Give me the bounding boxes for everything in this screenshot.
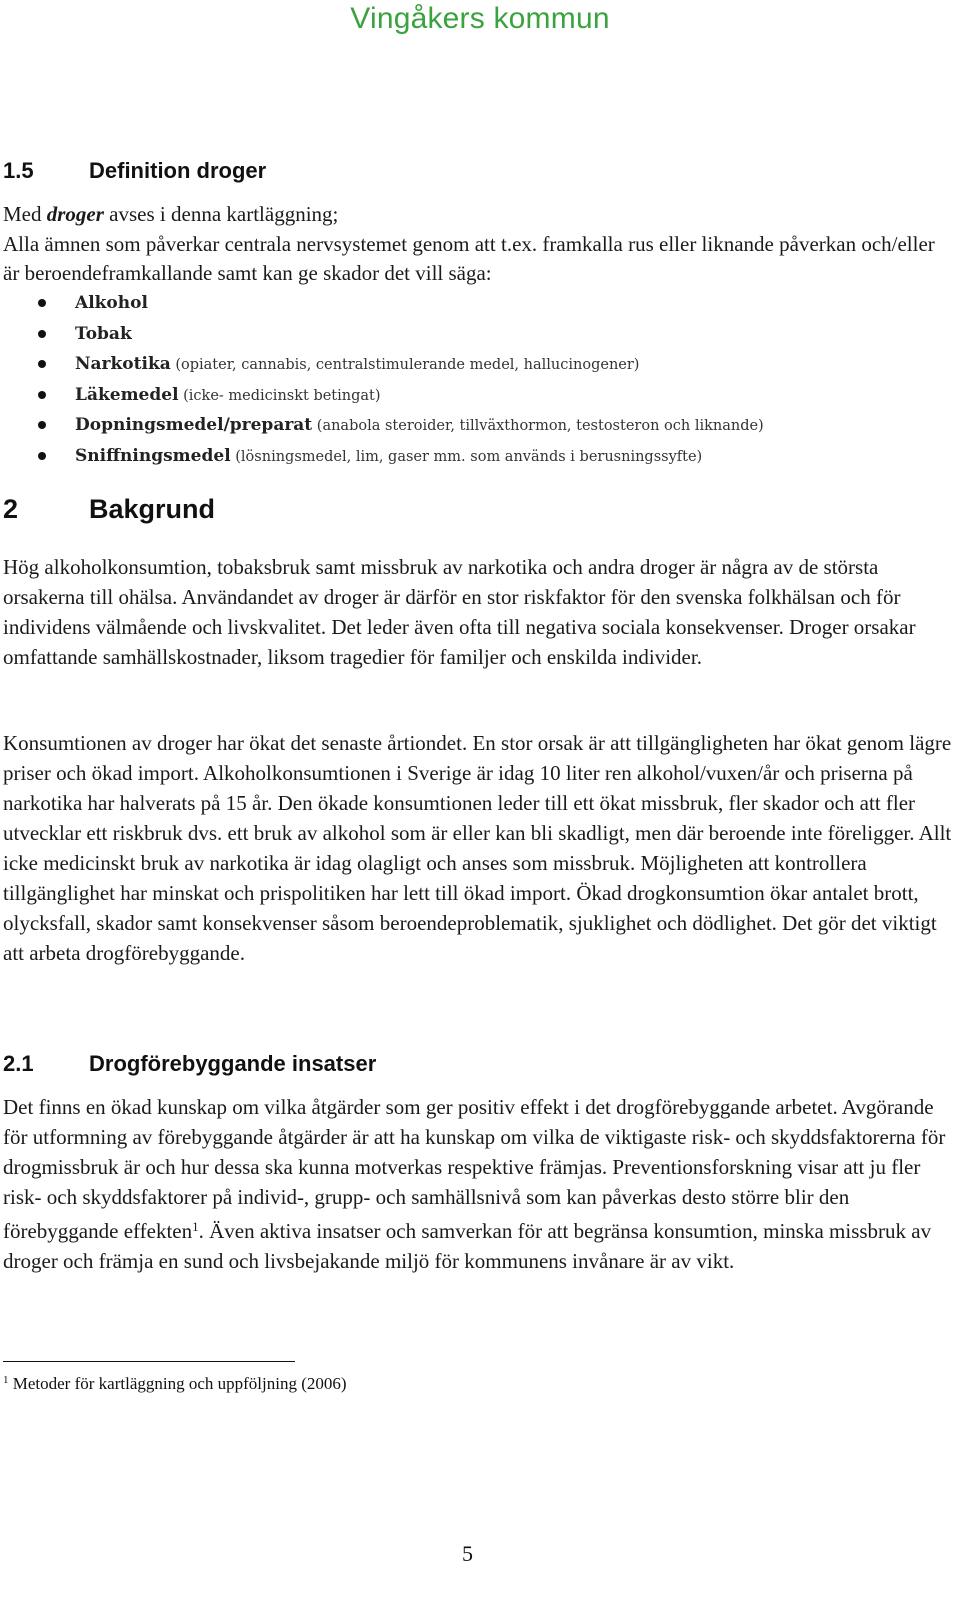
list-item-term: Narkotika [75, 354, 171, 374]
intro-after: avses i denna kartläggning; [103, 202, 339, 226]
section-title: Definition droger [89, 158, 267, 183]
section-heading-2 [3, 494, 215, 525]
bakgrund-paragraph-2: Konsumtionen av droger har ökat det senaste årtiondet. En stor orsak är att tillgängligheten har ökat genom lägre priser och ökad import. Alkoholkonsumtionen i Sverige är idag 10 liter ren alkohol/vuxen/år och priserna på narkotika har halverats på 15 år. Den ökade konsumtionen leder till ett ökat missbruk, fler skador och att fler utvecklar ett riskbruk dvs. ett bruk av alkohol som är eller kan bli skadligt, men där beroende inte föreligger. Allt icke medicinskt bruk av narkotika är idag olagligt och anses som missbruk. Möjligheten att kontrollera tillgänglighet har minskat och prispolitiken har lett till ökad import. Ökad drogkonsumtion ökar antalet brott, olycksfall, skador samt konsekvenser såsom beroendeproblematik, sjuklighet och dödlighet. Det gör det viktigt att arbeta drogförebyggande. [3, 731, 952, 965]
list-item-term: Tobak [75, 323, 132, 344]
bullet-icon [38, 360, 46, 368]
section-number: 2 [3, 494, 19, 524]
bullet-icon [38, 391, 46, 399]
section-heading-2-1 [3, 1051, 376, 1077]
page-number: 5 [462, 1541, 473, 1566]
insatser-paragraph [3, 1092, 953, 1276]
definition-line-1 [3, 200, 953, 230]
list-item [0, 349, 950, 380]
section-title: Bakgrund [89, 494, 216, 524]
list-item-desc: (lösningsmedel, lim, gaser mm. som används i berusningssyfte) [230, 448, 703, 465]
bullet-icon [38, 299, 46, 307]
footnote-text: Metoder för kartläggning och uppföljning (2006) [8, 1374, 347, 1393]
section-number: 2.1 [3, 1051, 34, 1076]
footnote-marker: 1 [3, 1374, 9, 1386]
footnote-divider [3, 1361, 295, 1362]
list-item [0, 319, 950, 350]
intro-before: Med [3, 202, 47, 226]
insatser-text-continued: . Även aktiva insatser och samverkan för att begränsa konsumtion, minska missbruk av droger och främja en sund och livsbejakande miljö för kommunens invånare är av vikt. [3, 1219, 932, 1273]
list-item-term: Alkohol [75, 293, 148, 313]
list-item [0, 380, 950, 411]
list-item [0, 288, 950, 319]
list-item-desc: (opiater, cannabis, centralstimulerande medel, hallucinogener) [170, 357, 640, 373]
intro-term: droger [46, 202, 104, 226]
definition-text: Alla ämnen som påverkar centrala nervsystemet genom att t.ex. framkalla rus eller liknande påverkan och/eller är beroendeframkallande samt kan ge skador det vill säga: [3, 231, 935, 285]
bullet-icon [38, 452, 46, 460]
footnote [3, 1374, 347, 1394]
insatser-text: Det finns en ökad kunskap om vilka åtgärder som ger positiv effekt i det drogförebyggande arbetet. Avgörande för utformning av förebyggande åtgärder är att ha kunskap om vilka de viktigaste risk- och skyddsfaktorerna för drogmissbruk är och hur dessa ska kunna motverkas respektive främjas. Preventionsforskning visar att ju fler risk- och skyddsfaktorer på individ-, grupp- och samhällsnivå som kan påverkas desto större blir den förebyggande effekten [3, 1095, 946, 1243]
definition-intro [3, 200, 953, 289]
footnote-reference: 1 [192, 1219, 199, 1234]
list-item-desc: (anabola steroider, tillväxthormon, testosteron och liknande) [312, 418, 764, 434]
drug-category-list [0, 288, 950, 471]
list-item [0, 410, 950, 441]
list-item-desc: (icke- medicinskt betingat) [178, 387, 381, 404]
list-item-term: Läkemedel [75, 384, 179, 405]
list-item [0, 441, 950, 472]
section-heading-1-5 [3, 158, 266, 184]
section-title: Drogförebyggande insatser [89, 1051, 377, 1076]
list-item-term: Sniffningsmedel [75, 445, 231, 466]
bullet-icon [38, 421, 46, 429]
bakgrund-paragraph-1: Hög alkoholkonsumtion, tobaksbruk samt missbruk av narkotika och andra droger är några av de största orsakerna till ohälsa. Användandet av droger är därför en stor riskfaktor för den svenska folkhälsan och för individens välmående och livskvalitet. Det leder även ofta till negativa sociala konsekvenser. Droger orsakar omfattande samhällskostnader, liksom tragedier för familjer och enskilda individer. [3, 555, 916, 669]
document-header-title: Vingåkers kommun [350, 2, 610, 35]
bullet-icon [38, 330, 46, 338]
list-item-term: Dopningsmedel/preparat [75, 415, 313, 435]
section-number: 1.5 [3, 158, 34, 183]
